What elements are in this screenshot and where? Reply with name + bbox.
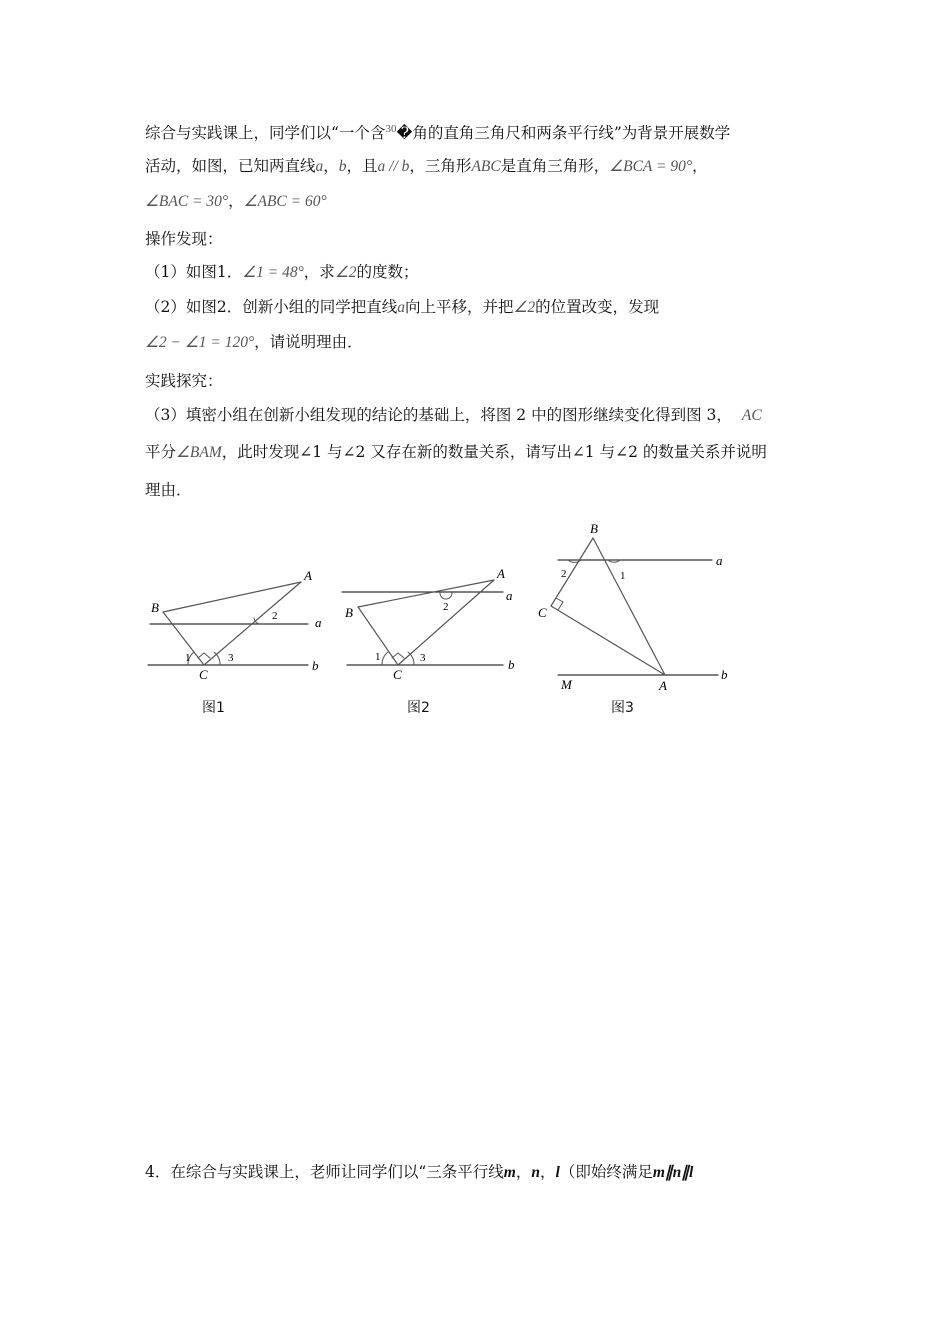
text: 的度数；: [356, 263, 419, 281]
angle2-arc: [440, 593, 452, 599]
label-a: a: [315, 615, 322, 630]
text: 平分: [145, 443, 177, 461]
text: ，: [228, 192, 244, 210]
text: （1）如图1．: [145, 263, 243, 281]
text: ，三角形: [409, 157, 472, 175]
label-2: 2: [272, 610, 278, 622]
math-ac: AC: [741, 407, 762, 424]
label-C: C: [199, 667, 208, 682]
math-angle-bca: ∠BCA = 90°: [609, 158, 693, 175]
math-angle-abc: ∠ABC = 60°: [243, 193, 327, 210]
math-n: n: [531, 1164, 540, 1181]
figure-1-caption: 图1: [202, 700, 225, 716]
label-1: 1: [185, 652, 191, 664]
side-ab: [358, 580, 494, 607]
math-parallel: a // b: [377, 158, 410, 175]
label-B: B: [345, 605, 353, 620]
figure-3-caption: 图3: [611, 700, 634, 716]
math-a: a: [315, 158, 324, 175]
math-angle2: ∠2: [334, 264, 357, 281]
label-b: b: [721, 667, 728, 682]
label-B: B: [590, 521, 598, 536]
math-angle-diff: ∠2 − ∠1 = 120°: [145, 334, 255, 351]
label-b: b: [508, 657, 515, 672]
label-M: M: [561, 677, 572, 692]
math-angle-bac: ∠BAC = 30°: [145, 193, 229, 210]
label-3: 3: [228, 652, 234, 664]
side-ab: [163, 582, 301, 612]
right-angle-mark: [198, 653, 210, 658]
text: 向上平移，并把: [404, 298, 514, 316]
question-3-line-3: 理由．: [145, 481, 192, 499]
text: ，: [540, 1163, 556, 1181]
side-ca: [551, 606, 665, 675]
side-ba: [593, 538, 665, 675]
label-C: C: [393, 667, 402, 682]
label-a: a: [716, 553, 723, 568]
text: （3）填密小组在创新小组发现的结论的基础上，将图 2 中的图形继续变化得到图 3，: [145, 406, 732, 424]
text: 综合与实践课上，同学们以“一个含: [145, 124, 386, 143]
label-B: B: [151, 600, 159, 615]
garbled-glyph: �: [396, 124, 413, 143]
math-angle1: ∠1 = 48°: [242, 264, 304, 281]
text: ，且: [346, 157, 378, 175]
figure-1: [148, 568, 322, 682]
label-A: A: [497, 566, 505, 581]
text: 的位置改变，发现: [535, 298, 660, 316]
text: ，请说明理由．: [254, 333, 363, 351]
label-2: 2: [561, 568, 567, 580]
problem-4-line-1: [145, 1162, 693, 1183]
text: （2）如图2．创新小组的同学把直线: [145, 298, 398, 316]
side-ca: [398, 580, 494, 665]
text: ，此时发现∠1 与∠2 又存在新的数量关系，请写出∠1 与∠2 的数量关系并说明: [221, 443, 767, 461]
text: 角的直角三角尺和两条平行线”为背景开展数学: [412, 124, 731, 143]
text: 是直角三角形，: [500, 157, 610, 175]
math-angle-bam: ∠BAM: [176, 444, 222, 461]
math-a: a: [397, 299, 405, 316]
label-1: 1: [620, 570, 626, 582]
label-b: b: [312, 658, 319, 673]
math-b: b: [338, 158, 347, 175]
right-angle-mark: [556, 598, 563, 610]
label-A: A: [304, 568, 312, 583]
text: （即始终满足: [559, 1163, 653, 1181]
math-30: 30: [385, 123, 397, 135]
figure-3: [538, 521, 728, 693]
figure-2-caption: 图2: [407, 700, 430, 716]
label-C: C: [538, 605, 547, 620]
label-3: 3: [420, 652, 426, 664]
text: ，: [515, 1163, 532, 1181]
angle1-arc: [382, 652, 388, 665]
label-2: 2: [443, 601, 449, 613]
right-angle-mark: [392, 653, 404, 658]
math-l: l: [555, 1164, 560, 1181]
text: ，: [323, 157, 339, 175]
math-mnl: m∥n∥l: [652, 1164, 694, 1181]
side-bc: [163, 612, 204, 665]
text: 活动，如图，已知两直线: [145, 157, 316, 175]
side-bc: [551, 538, 593, 606]
section-title-explore: 操作发现：: [145, 230, 223, 248]
math-m: m: [503, 1164, 516, 1181]
label-a: a: [506, 588, 513, 603]
figure-2: [342, 566, 515, 682]
math-abc: ABC: [471, 158, 501, 175]
label-1: 1: [375, 651, 381, 663]
label-A: A: [659, 678, 667, 693]
text: 4．在综合与实践课上，老师让同学们以“三条平行线: [145, 1163, 504, 1181]
math-angle2: ∠2: [513, 299, 536, 316]
text: ，求: [303, 263, 335, 281]
text: ，: [692, 157, 708, 175]
section-title-practice: 实践探究：: [145, 372, 223, 390]
